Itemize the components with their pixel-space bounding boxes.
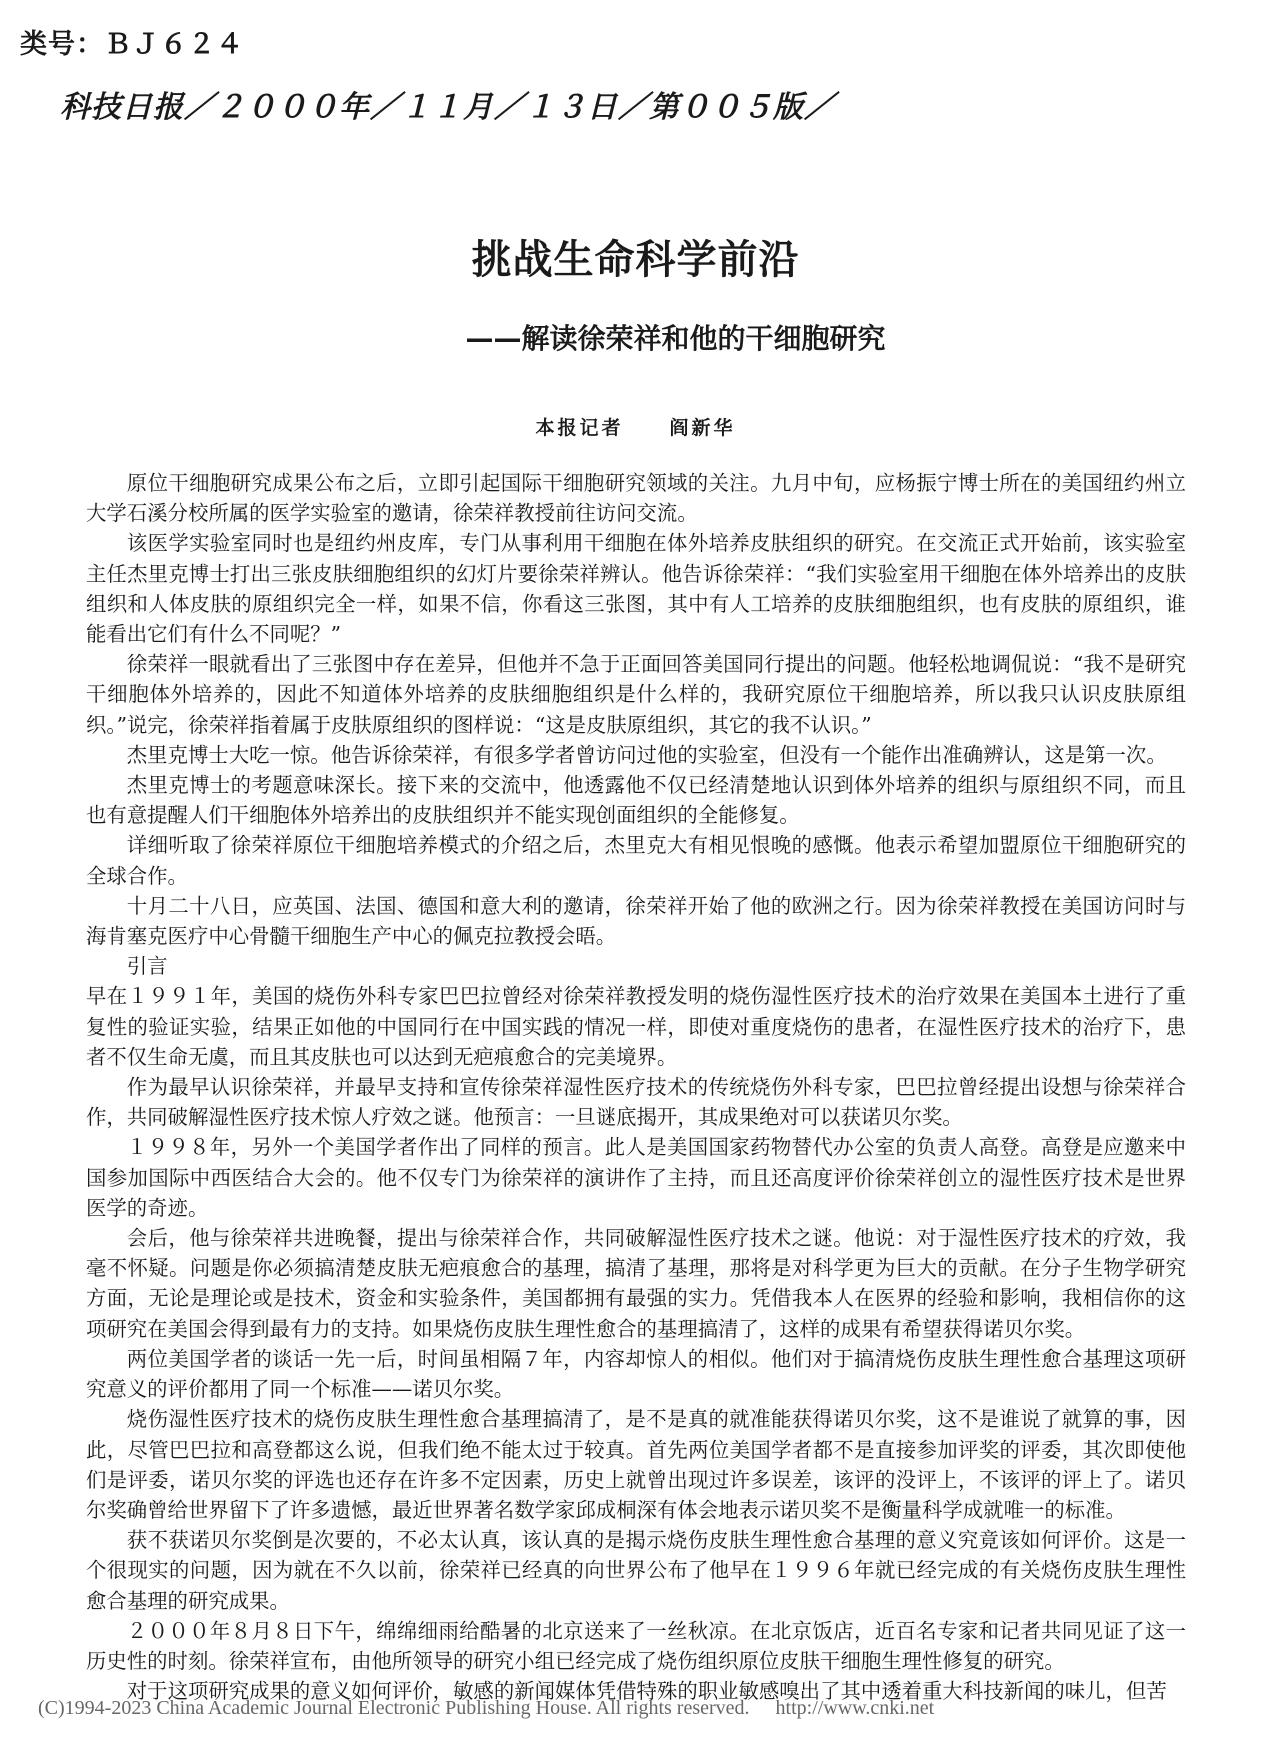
copyright-notice: (C)1994-2023 China Academic Journal Electronic Publishing House. All rights reserved. [38, 1697, 750, 1719]
byline [0, 413, 1271, 440]
paragraph: 该医学实验室同时也是纽约州皮库，专门从事利用干细胞在体外培养皮肤组织的研究。在交流正式开始前，该实验室主任杰里克博士打出三张皮肤细胞组织的幻灯片要徐荣祥辨认。他告诉徐荣祥：“我们实验室用干细胞在体外培养出的皮肤组织和人体皮肤的原组织完全一样，如果不信，你看这三张图，其中有人工培养的皮肤细胞组织，也有皮肤的原组织，谁能看出它们有什么不同呢？” [86, 531, 1186, 647]
article-title: 挑战生命科学前沿 [471, 237, 800, 283]
paragraph: 十月二十八日，应英国、法国、德国和意大利的邀请，徐荣祥开始了他的欧洲之行。因为徐荣祥教授在美国访问时与海肯塞克医疗中心骨髓干细胞生产中心的佩克拉教授会晤。 [86, 893, 1186, 949]
paragraph: ２０００年８月８日下午，绵绵细雨给酷暑的北京送来了一丝秋凉。在北京饭店，近百名专家和记者共同见证了这一历史性的时刻。徐荣祥宣布，由他所领导的研究小组已经完成了烧伤组织原位皮肤干细胞生理性修复的研究。 [86, 1618, 1186, 1673]
section-heading: 引言 [126, 954, 168, 979]
paragraph: １９９８年，另外一个美国学者作出了同样的预言。此人是美国国家药物替代办公室的负责人高登。高登是应邀来中国参加国际中西医结合大会的。他不仅专门为徐荣祥的演讲作了主持，而且还高度评价徐荣祥创立的湿性医疗技术是世界医学的奇迹。 [86, 1135, 1186, 1220]
article-body [86, 468, 1186, 1706]
paragraph: 早在１９９１年，美国的烧伤外科专家巴巴拉曾经对徐荣祥教授发明的烧伤湿性医疗技术的治疗效果在美国本土进行了重复性的验证实验，结果正如他的中国同行在中国实践的情况一样，即使对重度烧伤的患者，在湿性医疗技术的治疗下，患者不仅生命无虞，而且其皮肤也可以达到无疤痕愈合的完美境界。 [86, 984, 1186, 1069]
article-subtitle: ——解读徐荣祥和他的干细胞研究 [465, 322, 886, 355]
source-line: 科技日报／２０００年／１１月／１３日／第００５版／ [60, 90, 835, 125]
paragraph: 详细听取了徐荣祥原位干细胞培养模式的介绍之后，杰里克大有相见恨晚的感慨。他表示希望加盟原位干细胞研究的全球合作。 [86, 833, 1186, 888]
paragraph: 作为最早认识徐荣祥，并最早支持和宣传徐荣祥湿性医疗技术的传统烧伤外科专家，巴巴拉曾经提出设想与徐荣祥合作，共同破解湿性医疗技术惊人疗效之谜。他预言：一旦谜底揭开，其成果绝对可以获诺贝尔奖。 [86, 1075, 1186, 1130]
paragraph: 对于这项研究成果的意义如何评价，敏感的新闻媒体凭借特殊的职业敏感嗅出了其中透着重大科技新闻的味儿，但苦 [126, 1679, 1167, 1704]
byline-role: 本报记者 [535, 417, 624, 439]
byline-name: 阎新华 [669, 417, 736, 439]
paragraph: 会后，他与徐荣祥共进晚餐，提出与徐荣祥合作，共同破解湿性医疗技术之谜。他说：对于湿性医疗技术的疗效，我毫不怀疑。问题是你必须搞清楚皮肤无疤痕愈合的基理，搞清了基理，那将是对科学更为巨大的贡献。在分子生物学研究方面，无论是理论或是技术，资金和实验条件，美国都拥有最强的实力。凭借我本人在医界的经验和影响，我相信你的这项研究在美国会得到最有力的支持。如果烧伤皮肤生理性愈合的基理搞清了，这样的成果有希望获得诺贝尔奖。 [86, 1226, 1186, 1341]
class-number: 类号：ＢＪ６２４ [20, 29, 244, 60]
paragraph: 杰里克博士的考题意味深长。接下来的交流中，他透露他不仅已经清楚地认识到体外培养的组织与原组织不同，而且也有意提醒人们干细胞体外培养出的皮肤组织并不能实现创面组织的全能修复。 [86, 773, 1186, 828]
paragraph: 杰里克博士大吃一惊。他告诉徐荣祥，有很多学者曾访问过他的实验室，但没有一个能作出准确辨认，这是第一次。 [126, 742, 1167, 767]
footer [38, 1697, 934, 1720]
paragraph: 两位美国学者的谈话一先一后，时间虽相隔７年，内容却惊人的相似。他们对于搞清烧伤皮肤生理性愈合基理这项研究意义的评价都用了同一个标准——诺贝尔奖。 [86, 1346, 1186, 1402]
footer-url: http://www.cnki.net [775, 1697, 935, 1719]
paragraph: 获不获诺贝尔奖倒是次要的，不必太认真，该认真的是揭示烧伤皮肤生理性愈合基理的意义究竟该如何评价。这是一个很现实的问题，因为就在不久以前，徐荣祥已经真的向世界公布了他早在１９９６年就已经完成的有关烧伤皮肤生理性愈合基理的研究成果。 [86, 1528, 1186, 1613]
paragraph: 烧伤湿性医疗技术的烧伤皮肤生理性愈合基理搞清了，是不是真的就准能获得诺贝尔奖，这不是谁说了就算的事，因此，尽管巴巴拉和高登都这么说，但我们绝不能太过于较真。首先两位美国学者都不是直接参加评奖的评委，其次即使他们是评委，诺贝尔奖的评选也还存在许多不定因素，历史上就曾出现过许多误差，该评的没评上，不该评的评上了。诺贝尔奖确曾给世界留下了许多遗憾，最近世界著名数学家邱成桐深有体会地表示诺贝奖不是衡量科学成就唯一的标准。 [86, 1407, 1186, 1522]
paragraph: 原位干细胞研究成果公布之后，立即引起国际干细胞研究领域的关注。九月中旬，应杨振宁博士所在的美国纽约州立大学石溪分校所属的医学实验室的邀请，徐荣祥教授前往访问交流。 [86, 471, 1186, 526]
paragraph: 徐荣祥一眼就看出了三张图中存在差异，但他并不急于正面回答美国同行提出的问题。他轻松地调侃说：“我不是研究干细胞体外培养的，因此不知道体外培养的皮肤细胞组织是什么样的，我研究原位干细胞培养，所以我只认识皮肤原组织。”说完，徐荣祥指着属于皮肤原组织的图样说：“这是皮肤原组织，其它的我不认识。” [86, 652, 1186, 737]
